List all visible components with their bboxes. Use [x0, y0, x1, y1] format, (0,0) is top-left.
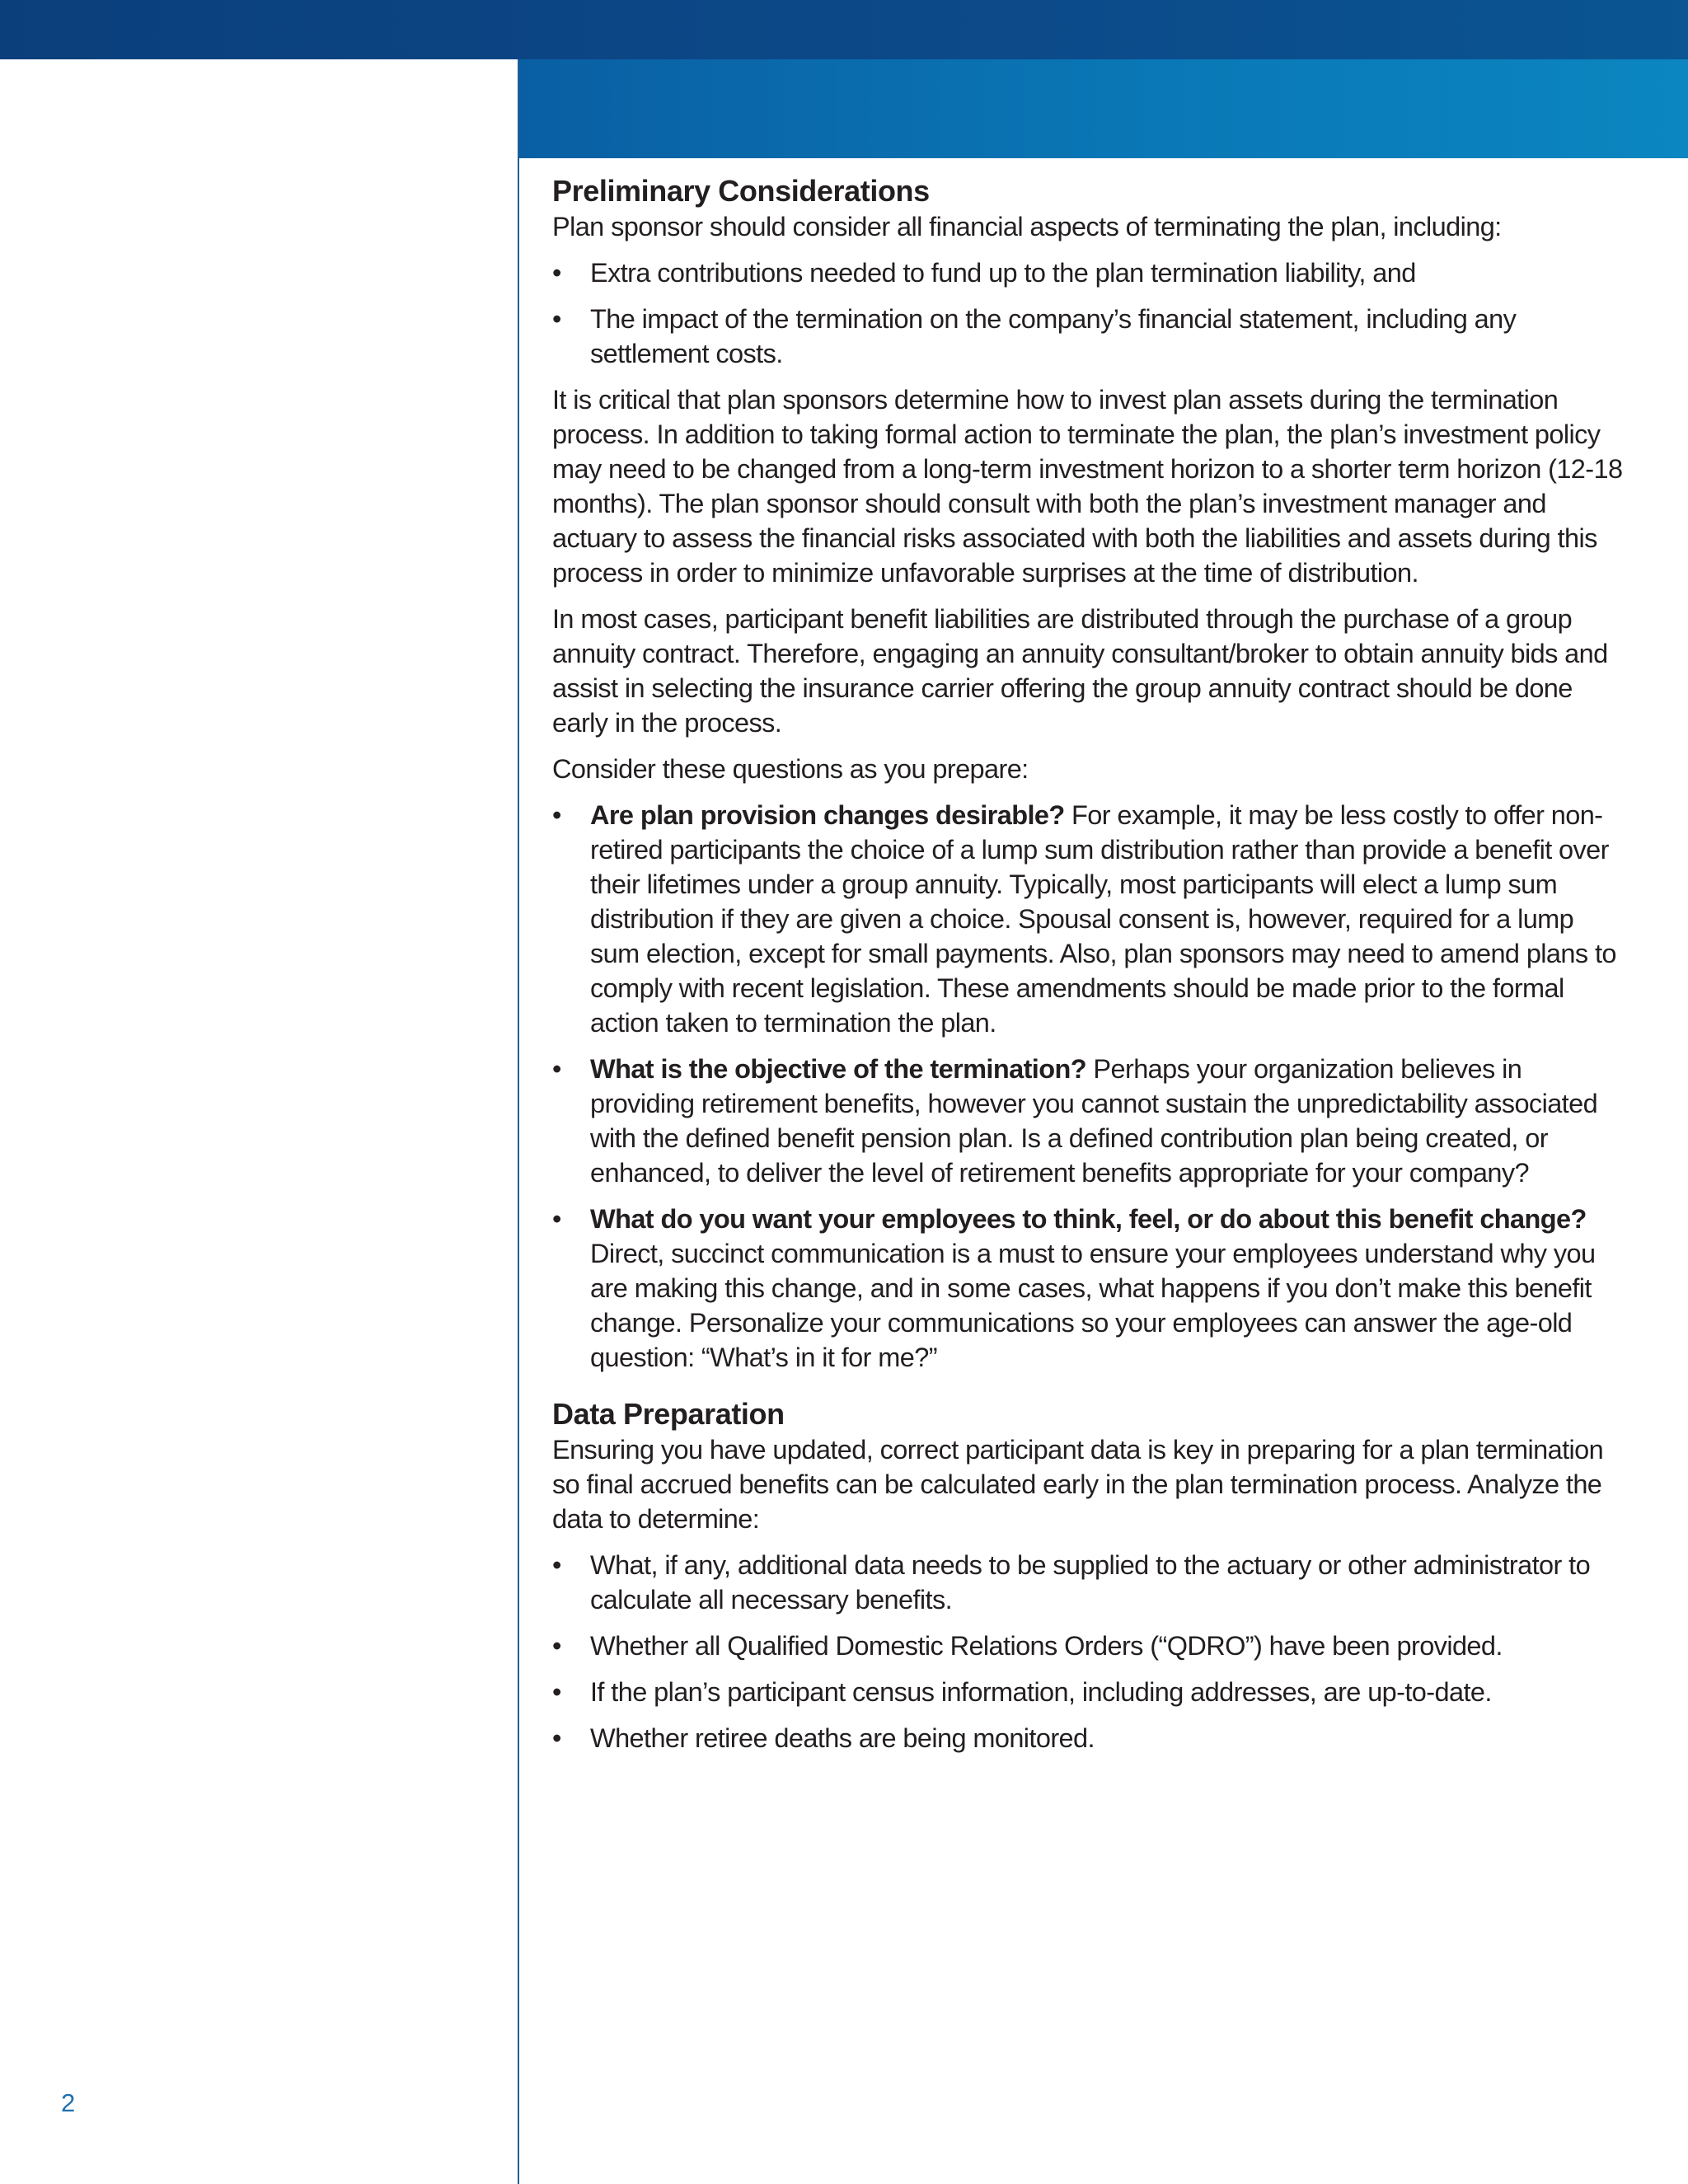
investment-paragraph: It is critical that plan sponsors determine how to invest plan assets during the termination process. In addition to taking formal action to terminate the plan, the plan’s investment policy may need to be changed from a long-term investment horizon to a shorter term horizon (12-18 months). The plan sponsor should consult with both the plan’s investment manager and actuary to assess the financial risks associated with both the liabilities and assets during this process in order to minimize unfavorable surprises at the time of distribution. [552, 385, 1623, 588]
list-item: • If the plan’s participant census information, including addresses, are up-to-date. [552, 1675, 1628, 1709]
top-banner [0, 0, 1688, 59]
data-prep-bullet-list [552, 1548, 1628, 1755]
question-item [552, 1052, 1628, 1190]
list-item: • What, if any, additional data needs to be supplied to the actuary or other administrator to calculate all necessary benefits. [552, 1548, 1628, 1617]
list-item: • Whether all Qualified Domestic Relations Orders (“QDRO”) have been provided. [552, 1629, 1628, 1663]
main-content [552, 173, 1628, 1767]
preliminary-bullet-list [552, 255, 1628, 371]
data-prep-intro: Ensuring you have updated, correct participant data is key in preparing for a plan termination so final accrued benefits can be calculated early in the plan termination process. Analyze the data to determine: [552, 1435, 1604, 1534]
list-item: • Whether retiree deaths are being monitored. [552, 1721, 1628, 1755]
column-divider [518, 59, 519, 2184]
header-band [518, 59, 1688, 158]
questions-list [552, 798, 1628, 1375]
page-number: 2 [61, 2088, 76, 2117]
list-item: • Extra contributions needed to fund up to the plan termination liability, and [552, 255, 1628, 290]
section-heading-preliminary: Preliminary Considerations [552, 174, 930, 208]
question-text: For example, it may be less costly to offer non-retired participants the choice of a lump sum distribution rather than provide a benefit over their lifetimes under a group annuity. Typically, most participants will elect a lump sum distribution if they are given a choice. Spousal consent is, however, required for a lump sum election, except for small payments. Also, plan sponsors may need to amend plans to comply with recent legislation. These amendments should be made prior to the formal action taken to termination the plan. [590, 800, 1616, 1038]
question-lead: Are plan provision changes desirable? [590, 800, 1065, 830]
questions-intro: Consider these questions as you prepare: [552, 754, 1029, 784]
question-item [552, 1202, 1628, 1375]
question-text: Direct, succinct communication is a must to ensure your employees understand why you are making this change, and in some cases, what happens if you don’t make this benefit change. Personalize your communications so your employees can answer the age-old question: “What’s in it for me?” [590, 1239, 1596, 1372]
question-lead: What do you want your employees to think, feel, or do about this benefit change? [590, 1204, 1587, 1234]
section-heading-data-preparation: Data Preparation [552, 1397, 785, 1431]
question-item [552, 798, 1628, 1040]
list-item: • The impact of the termination on the company’s financial statement, including any settlement costs. [552, 302, 1628, 371]
preliminary-intro: Plan sponsor should consider all financial aspects of terminating the plan, including: [552, 212, 1502, 241]
question-lead: What is the objective of the termination? [590, 1054, 1086, 1084]
question-text: Perhaps your organization believes in providing retirement benefits, however you cannot sustain the unpredictability associated with the defined benefit pension plan. Is a defined contribution plan being created, or enhanced, to deliver the level of retirement benefits appropriate for your company? [590, 1054, 1598, 1188]
annuity-paragraph: In most cases, participant benefit liabilities are distributed through the purchase of a group annuity contract. Therefore, engaging an annuity consultant/broker to obtain annuity bids and assist in selecting the insurance carrier offering the group annuity contract should be done early in the process. [552, 604, 1608, 738]
